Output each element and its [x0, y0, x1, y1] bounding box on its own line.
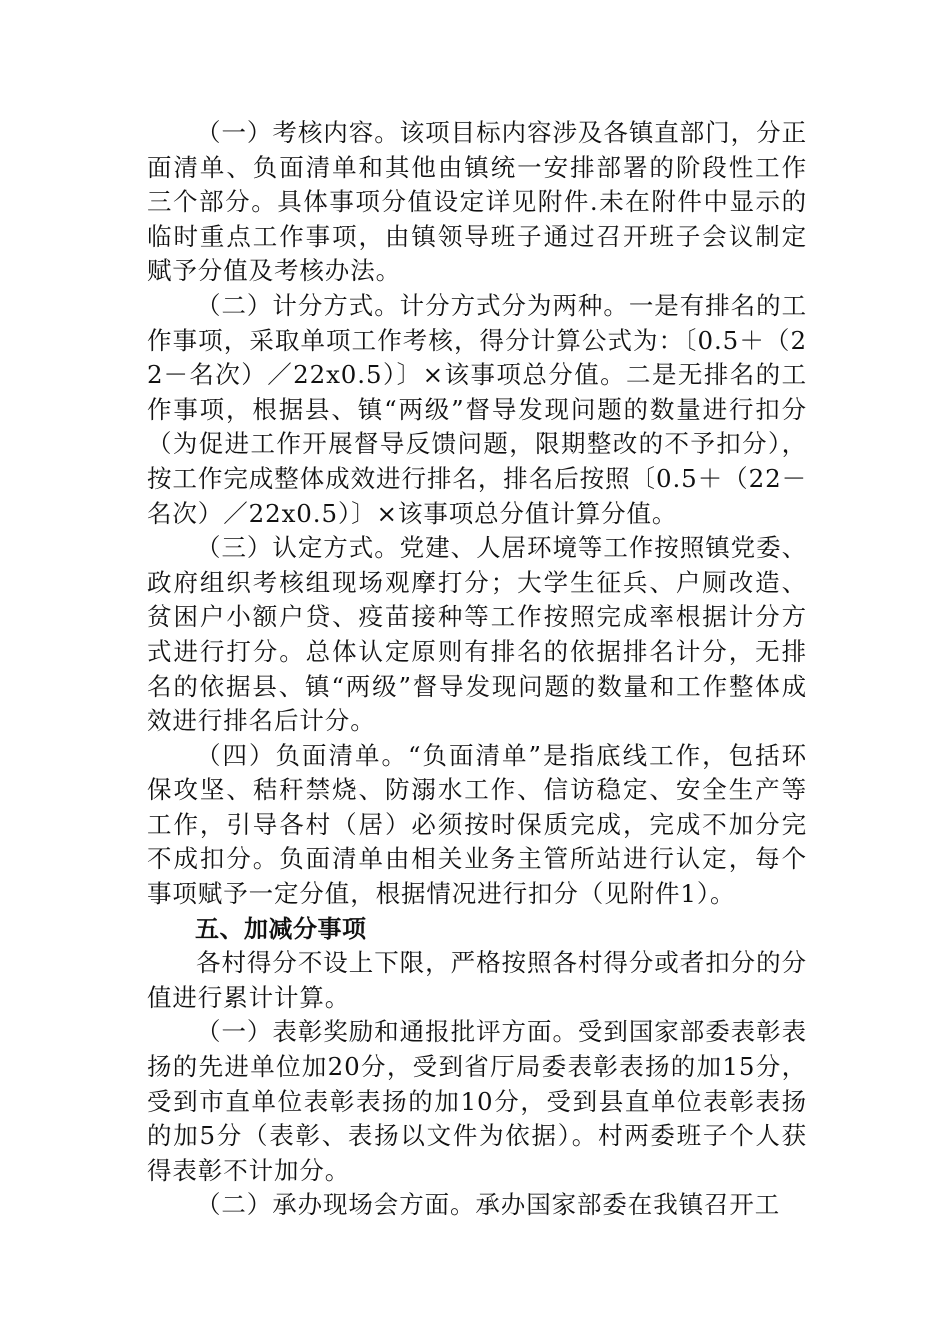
- paragraph-determination-method: （三）认定方式。党建、人居环境等工作按照镇党委、政府组织考核组现场观摩打分；大学生征兵、户厕改造、贫困户小额户贷、疫苗接种等工作按照完成率根据计分方式进行打分。总体认定原则有排名的依据排名计分，无排名的依据县、镇“两级”督导发现问题的数量和工作整体成效进行排名后计分。: [147, 533, 807, 736]
- paragraph-assessment-content: （一）考核内容。该项目标内容涉及各镇直部门，分正面清单、负面清单和其他由镇统一安排部署的阶段性工作三个部分。具体事项分值设定详见附件.未在附件中显示的临时重点工作事项，由镇领导班子通过召开班子会议制定赋予分值及考核办法。: [147, 118, 807, 286]
- document-page: [147, 116, 807, 1223]
- paragraph-commendation: （一）表彰奖励和通报批评方面。受到国家部委表彰表扬的先进单位加20分，受到省厅局委表彰表扬的加15分，受到市直单位表彰表扬的加10分，受到县直单位表彰表扬的加5分（表彰、表扬以文件为依据）。村两委班子个人获得表彰不计加分。: [147, 1017, 807, 1185]
- paragraph-scoring-method: （二）计分方式。计分方式分为两种。一是有排名的工作事项，采取单项工作考核，得分计算公式为：〔0.5＋（22－名次）／22x0.5）〕×该事项总分值。二是无排名的工作事项，根据县、镇“两级”督导发现问题的数量进行扣分（为促进工作开展督导反馈问题，限期整改的不予扣分），按工作完成整体成效进行排名，排名后按照〔0.5＋（22－名次）／22x0.5）〕×该事项总分值计算分值。: [147, 290, 807, 528]
- paragraph-section-intro: 各村得分不设上下限，严格按照各村得分或者扣分的分值进行累计计算。: [147, 948, 807, 1012]
- paragraph-onsite-meeting: （二）承办现场会方面。承办国家部委在我镇召开工: [196, 1190, 781, 1220]
- paragraph-negative-list: （四）负面清单。“负面清单”是指底线工作，包括环保攻坚、秸秆禁烧、防溺水工作、信访稳定、安全生产等工作，引导各村（居）必须按时保质完成，完成不加分完不成扣分。负面清单由相关业务主管所站进行认定，每个事项赋予一定分值，根据情况进行扣分（见附件1）。: [147, 740, 807, 909]
- section-heading: 五、加减分事项: [195, 914, 367, 943]
